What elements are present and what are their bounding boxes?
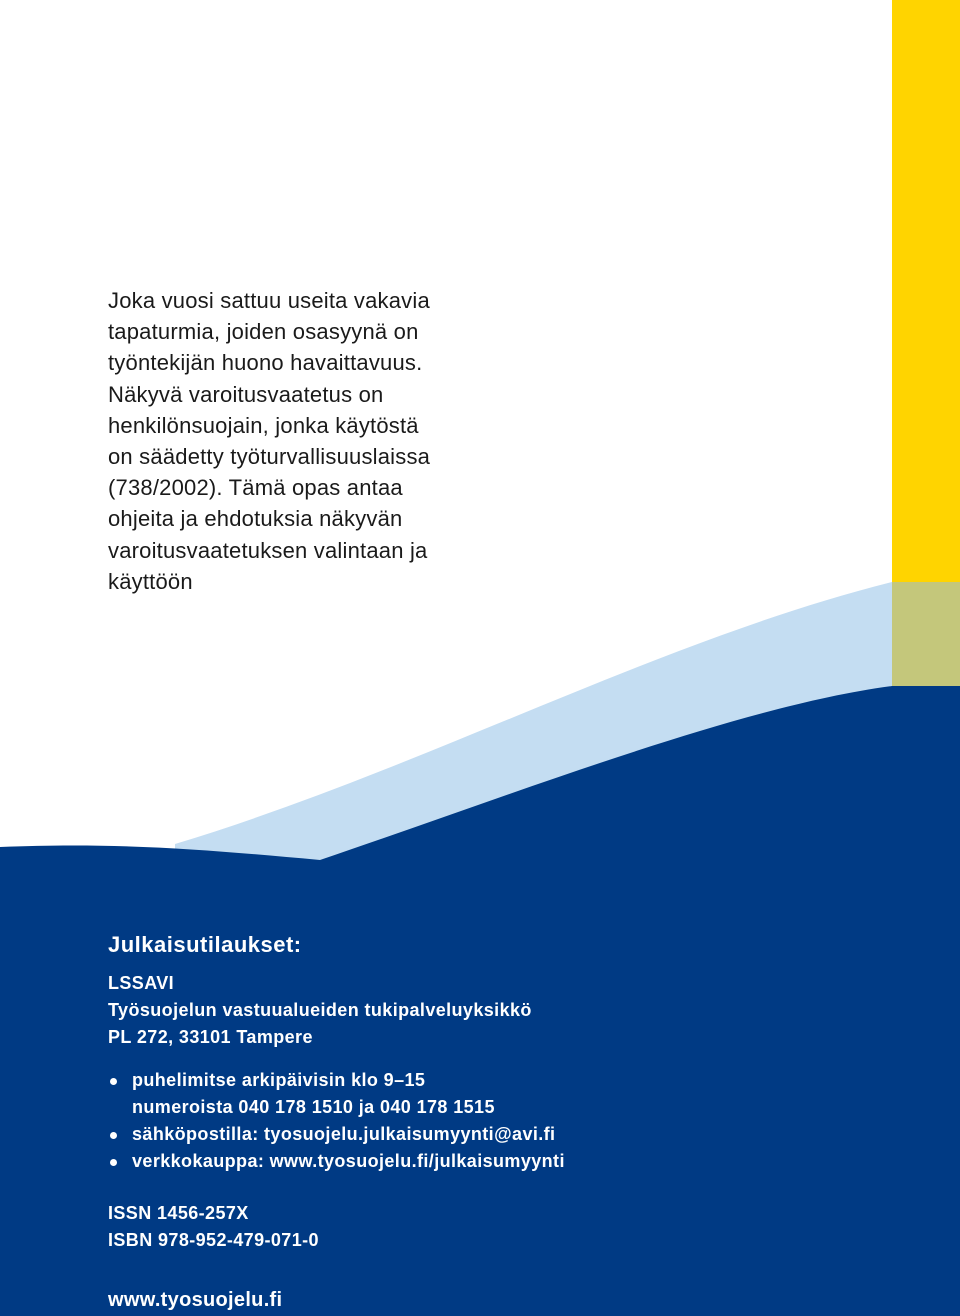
ordering-info	[108, 932, 868, 1314]
organization-name: LSSAVI	[108, 973, 175, 993]
isbn: ISBN 978-952-479-071-0	[108, 1230, 319, 1250]
unit-name: Työsuojelun vastuualueiden tukipalveluyksikkö	[108, 1000, 532, 1020]
phone-hours: puhelimitse arkipäivisin klo 9–15	[132, 1070, 426, 1090]
email-contact: sähköpostilla: tyosuojelu.julkaisumyynti@avi.fi	[132, 1124, 556, 1144]
intro-paragraph	[108, 285, 528, 597]
contact-item-webshop	[108, 1148, 868, 1175]
postal-address: PL 272, 33101 Tampere	[108, 1027, 313, 1047]
bullet-icon	[110, 1159, 117, 1166]
phone-numbers: numeroista 040 178 1510 ja 040 178 1515	[132, 1097, 495, 1117]
intro-line: käyttöön	[108, 568, 193, 594]
intro-line: Joka vuosi sattuu useita vakavia	[108, 288, 430, 313]
website-link[interactable]: www.tyosuojelu.fi	[108, 1289, 283, 1311]
intro-line: työntekijän huono havaittavuus.	[108, 350, 423, 376]
intro-line: tapaturmia, joiden osasyynä on	[108, 319, 419, 345]
contact-list	[108, 1067, 868, 1175]
contact-item-phone	[108, 1067, 868, 1121]
bullet-icon	[110, 1078, 117, 1085]
identifiers	[108, 1200, 868, 1254]
intro-line: (738/2002). Tämä opas antaa	[108, 475, 403, 501]
intro-line: varoitusvaatetuksen valintaan ja	[108, 537, 428, 563]
contact-item-email	[108, 1121, 868, 1148]
intro-line: Näkyvä varoitusvaatetus on	[108, 381, 384, 407]
webshop-contact: verkkokauppa: www.tyosuojelu.fi/julkaisumyynti	[132, 1151, 565, 1171]
orders-heading: Julkaisutilaukset:	[108, 932, 302, 957]
intro-line: on säädetty työturvallisuuslaissa	[108, 444, 431, 470]
issn: ISSN 1456-257X	[108, 1203, 249, 1223]
intro-line: henkilönsuojain, jonka käytöstä	[108, 412, 419, 438]
intro-line: ohjeita ja ehdotuksia näkyvän	[108, 506, 403, 532]
bullet-icon	[110, 1132, 117, 1139]
